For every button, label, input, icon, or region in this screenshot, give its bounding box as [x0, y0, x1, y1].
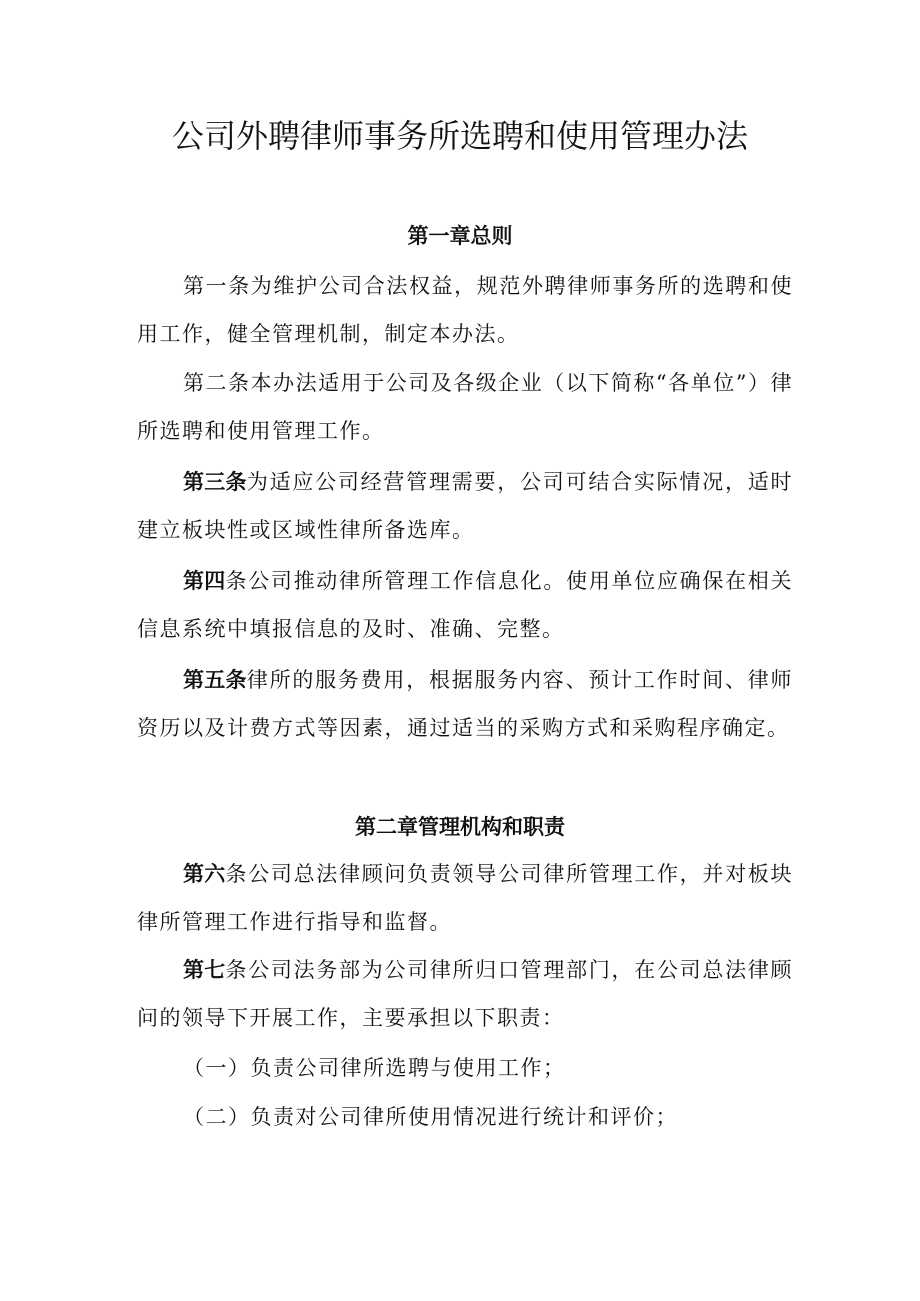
article-label: 第七 — [183, 958, 226, 982]
duty-item-1: （一）负责公司律所选聘与使用工作； — [183, 1056, 566, 1080]
article-5 — [137, 656, 793, 752]
article-text: 条公司总法律顾问负责领导公司律所管理工作，并对板块律所管理工作进行指导和监督。 — [137, 862, 794, 934]
article-4 — [137, 557, 793, 653]
article-text: 为适应公司经营管理需要，公司可结合实际情况，适时建立板块性或区域性律所备选库。 — [137, 470, 794, 542]
article-6 — [137, 850, 793, 946]
document-title: 公司外聘律师事务所选聘和使用管理办法 — [171, 117, 748, 155]
article-7 — [137, 946, 793, 1042]
article-text: 条公司推动律所管理工作信息化。使用单位应确保在相关信息系统中填报信息的及时、准确、完整。 — [137, 569, 794, 641]
article-label: 第三条 — [183, 470, 247, 494]
article-text: 第一条为维护公司合法权益，规范外聘律师事务所的选聘和使用工作，健全管理机制，制定本办法。 — [137, 274, 793, 346]
article-label: 第五条 — [183, 668, 247, 692]
duty-item-2: （二）负责对公司律所使用情况进行统计和评价； — [183, 1105, 678, 1129]
article-label: 第六 — [183, 862, 226, 886]
article-3 — [137, 458, 793, 554]
article-text: 律所的服务费用，根据服务内容、预计工作时间、律师资历以及计费方式等因素，通过适当的采购方式和采购程序确定。 — [137, 668, 794, 740]
article-2 — [137, 359, 793, 455]
chapter-heading-1: 第一章总则 — [407, 224, 513, 248]
article-text: 条公司法务部为公司律所归口管理部门，在公司总法律顾问的领导下开展工作，主要承担以下职责： — [137, 958, 794, 1030]
chapter-heading-2: 第二章管理机构和职责 — [355, 815, 565, 839]
article-text: 第二条本办法适用于公司及各级企业（以下简称“各单位”）律所选聘和使用管理工作。 — [137, 371, 793, 443]
article-label: 第四 — [183, 569, 226, 593]
article-1 — [137, 262, 793, 358]
